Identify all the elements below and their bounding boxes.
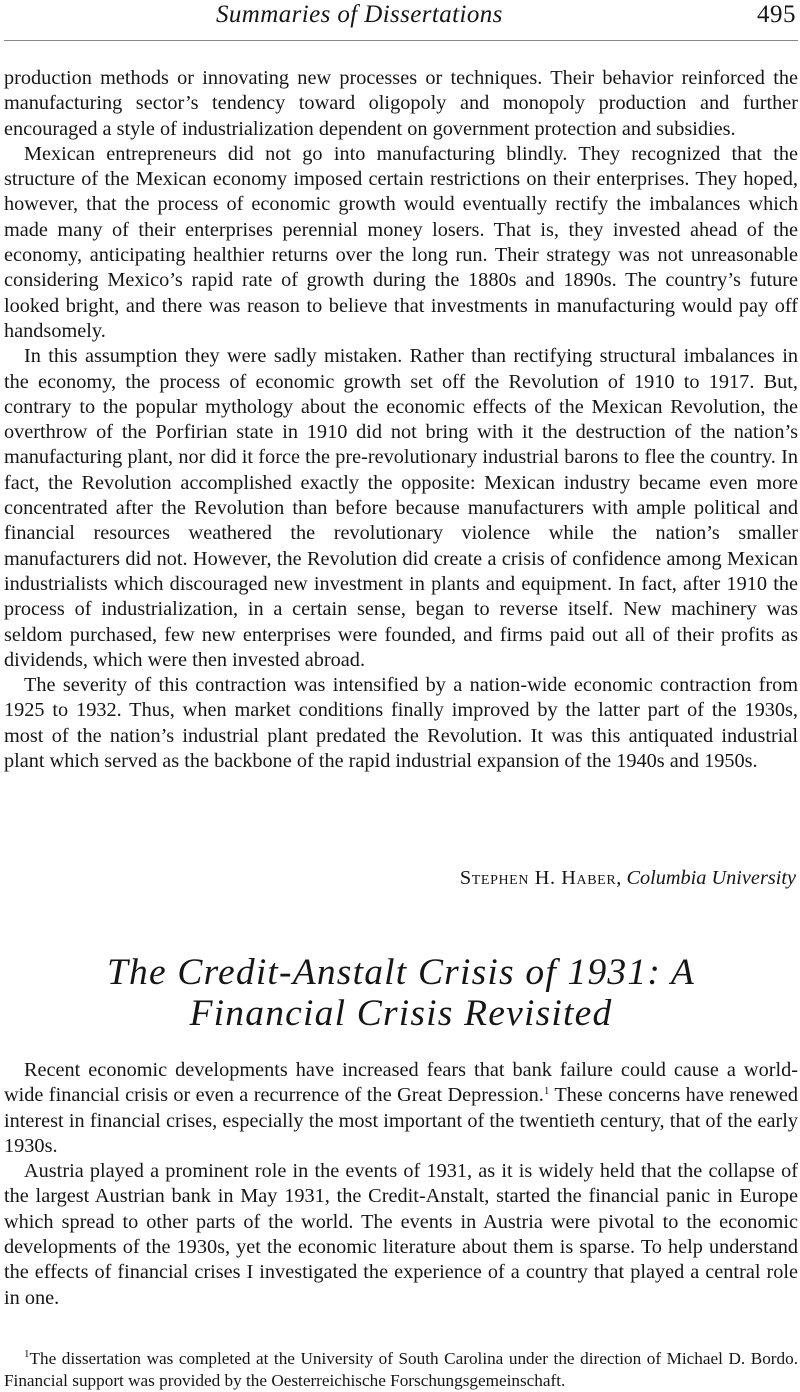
author-affiliation: Columbia University [626, 867, 796, 889]
paragraph: In this assumption they were sadly mistaken. Rather than rectifying structural imbalances in the economy, the process of economic growth set off the Revolution of 1910 to 1917. But, contrary to the popular mythology about the economic effects of the Mexican Revolution, the overthrow of the Porfirian state in 1910 did not bring with it the destruction of the nation’s manufacturing plant, nor did it force the pre-revolutionary industrial barons to flee the country. In fact, the Revolution accomplished exactly the opposite: Mexican industry became even more concentrated after the Revolution than before because manufacturers with ample political and financial resources weathered the revolutionary violence while the nation’s smaller manufacturers did not. However, the Revolution did create a crisis of confidence among Mexican industrialists which discouraged new investment in plants and equipment. In fact, after 1910 the process of industrialization, in a certain sense, began to reverse itself. New machinery was seldom purchased, few new enterprises were founded, and firms paid out all of their profits as dividends, which were then invested abroad. [4, 345, 798, 671]
paragraph-text: These concerns have renewed interest in financial crises, especially the most important of the twentieth century, that of the early 1930s. [4, 1084, 798, 1157]
paragraph: Austria played a prominent role in the events of 1931, as it is widely held that the collapse of the largest Austrian bank in May 1931, the Credit-Anstalt, started the financial panic in Europe which spread to other parts of the world. The events in Austria were pivotal to the economic developments of the 1930s, yet the economic literature about them is sparse. To help understand the effects of financial crises I investigated the experience of a country that played a central role in one. [4, 1160, 798, 1309]
article-title [4, 952, 798, 1034]
footnote-marker: 1 [24, 1348, 30, 1360]
dissertation-summary-body [4, 66, 798, 774]
journal-page [4, 0, 798, 1392]
author-name: Stephen H. Haber [459, 867, 617, 889]
title-line-2: Financial Crisis Revisited [189, 993, 613, 1034]
title-line-1: The Credit-Anstalt Crisis of 1931: A [106, 952, 696, 993]
credit-anstalt-summary-body [4, 1058, 798, 1311]
footnote [4, 1348, 798, 1391]
running-title: Summaries of Dissertations [216, 1, 503, 28]
footnote-reference: 1 [543, 1085, 550, 1098]
paragraph: The severity of this contraction was intensified by a nation-wide economic contraction from 1925 to 1932. Thus, when market conditions finally improved by the latter part of the 1930s, most of the nation’s industrial plant predated the Revolution. It was this antiquated industrial plant which served as the backbone of the rapid industrial expansion of the 1940s and 1950s. [4, 674, 798, 773]
paragraph: Mexican entrepreneurs did not go into manufacturing blindly. They recognized that the structure of the Mexican economy imposed certain restrictions on their enterprises. They hoped, however, that the process of economic growth would eventually rectify the imbalances which made many of their enterprises perennial money losers. That is, they invested ahead of the economy, anticipating healthier returns over the long run. Their strategy was not unreasonable considering Mexico’s rapid rate of growth during the 1880s and 1890s. The country’s future looked bright, and there was reason to believe that investments in manufacturing would pay off handsomely. [4, 142, 798, 342]
footnote-text: The dissertation was completed at the University of South Carolina under the direction of Michael D. Bordo. Financial support was provided by the Oesterreichische Forschungsgemeinschaft. [4, 1349, 798, 1390]
paragraph: production methods or innovating new processes or techniques. Their behavior reinforced the manufacturing sector’s tendency toward oligopoly and monopoly production and further encouraged a style of industrialization dependent on government protection and subsidies. [4, 67, 798, 140]
page-header [4, 0, 798, 41]
paragraph [4, 1058, 798, 1159]
author-signature [460, 866, 796, 891]
page-number: 495 [757, 1, 796, 28]
paragraph-text: Recent economic developments have increased fears that bank failure could cause a world-wide financial crisis or even a recurrence of the Great Depression. [4, 1059, 798, 1107]
signature-separator: , [616, 867, 622, 889]
